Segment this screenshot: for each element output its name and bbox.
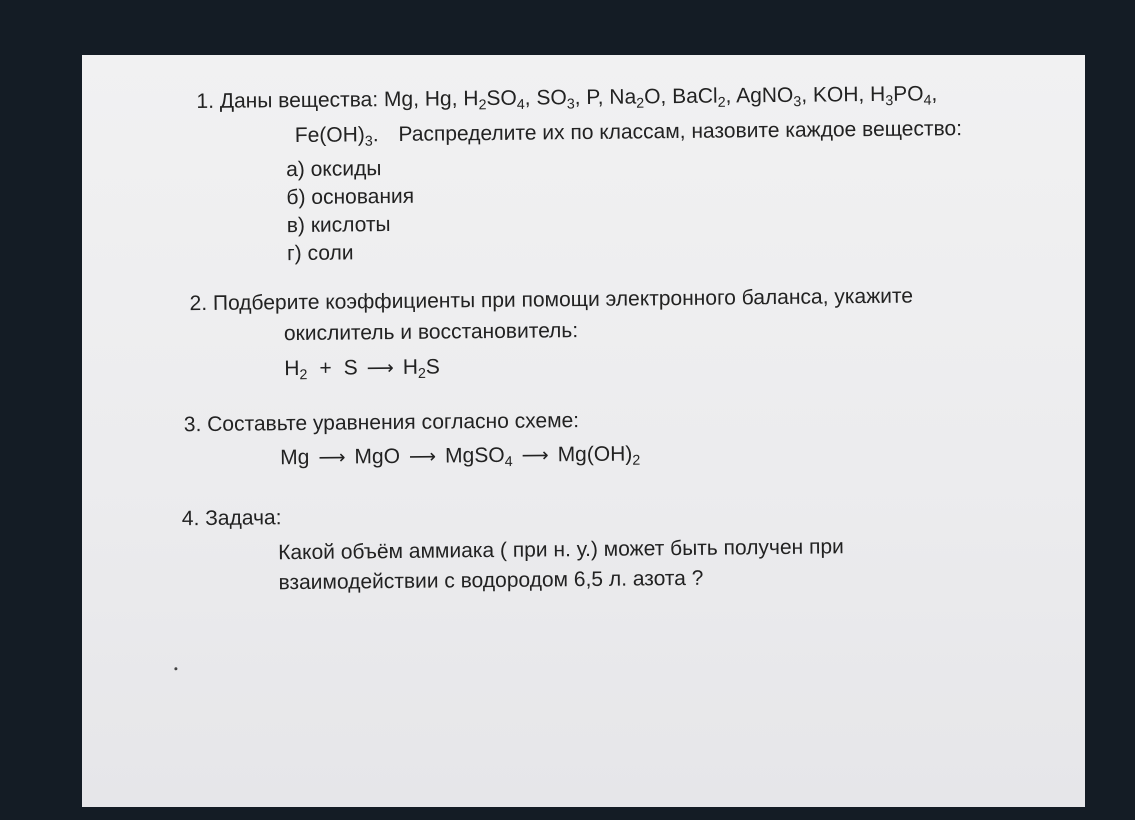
task2-equation	[284, 355, 440, 384]
task2-heading-cont: окислитель и восстановитель:	[283, 319, 579, 346]
chemical-formula: KOH	[812, 83, 859, 107]
arrow-icon: ⟶	[318, 447, 346, 469]
task1-option-salts: г) соли	[286, 241, 354, 266]
task1-line1	[196, 83, 937, 112]
task4-heading: 4. Задача:	[181, 506, 282, 531]
chemical-formula: Mg	[280, 445, 310, 470]
worksheet-photo	[82, 55, 1085, 807]
chemical-formula: MgO	[354, 444, 401, 469]
chemical-formula: $SO_3$	[536, 86, 575, 113]
worksheet-page	[82, 55, 1085, 807]
arrow-icon: ⟶	[408, 446, 437, 468]
chemical-formula: Mg	[383, 87, 414, 112]
arrow-icon: ⟶	[366, 358, 394, 380]
reaction-arrow	[400, 444, 445, 467]
chemical-formula: S	[343, 356, 358, 380]
task3-heading: 3. Составьте уравнения согласно схеме:	[183, 409, 580, 437]
chemical-formula: $H_2S$	[402, 355, 440, 383]
plus-sign: +	[319, 356, 332, 380]
paper-speck	[174, 667, 177, 670]
task1-substances: Mg, Hg, $H_2SO_4$, $SO_3$, P, $Na_2O$, BaCl$_2$, AgNO$_3$, KOH, $H_3PO_4$,	[383, 82, 938, 114]
task1-line2	[294, 117, 963, 150]
chemical-formula: $Mg(OH)_2$	[557, 442, 641, 469]
chemical-formula: $Na_2O$	[609, 85, 661, 112]
reaction-arrow	[512, 443, 557, 466]
task3-scheme	[280, 443, 640, 469]
task4-text-line1: Какой объём аммиака ( при н. у.) может быть получен при	[278, 535, 844, 565]
task1-formula-feoh3: $Fe(OH)_3$.	[294, 123, 379, 150]
chemical-formula: AgNO$_3$	[736, 83, 802, 111]
chemical-formula: $H_2$	[284, 356, 308, 384]
chemical-formula: MgSO$_4$	[444, 443, 513, 471]
task1-option-bases: б) основания	[286, 184, 415, 210]
reaction-arrow	[309, 445, 354, 468]
task1-instruction: Распределите их по классам, назовите каждое вещество:	[398, 117, 963, 146]
task1-heading: 1. Даны вещества:	[196, 88, 379, 114]
reaction-arrow	[358, 356, 403, 379]
chemical-formula: $H_3PO_4$	[869, 82, 932, 110]
task2-heading: 2. Подберите коэффициенты при помощи электронного баланса, укажите	[189, 284, 914, 316]
chemical-formula: P	[586, 85, 598, 109]
arrow-icon: ⟶	[521, 445, 549, 467]
task4-text-line2: взаимодействии с водородом 6,5 л. азота ?	[278, 566, 704, 595]
chemical-formula: BaCl$_2$	[672, 84, 726, 111]
chemical-formula: $H_2SO_4$	[463, 86, 525, 114]
task1-option-acids: в) кислоты	[286, 213, 391, 238]
task1-option-oxides: а) оксиды	[286, 157, 382, 182]
chemical-formula: Hg	[424, 87, 452, 111]
